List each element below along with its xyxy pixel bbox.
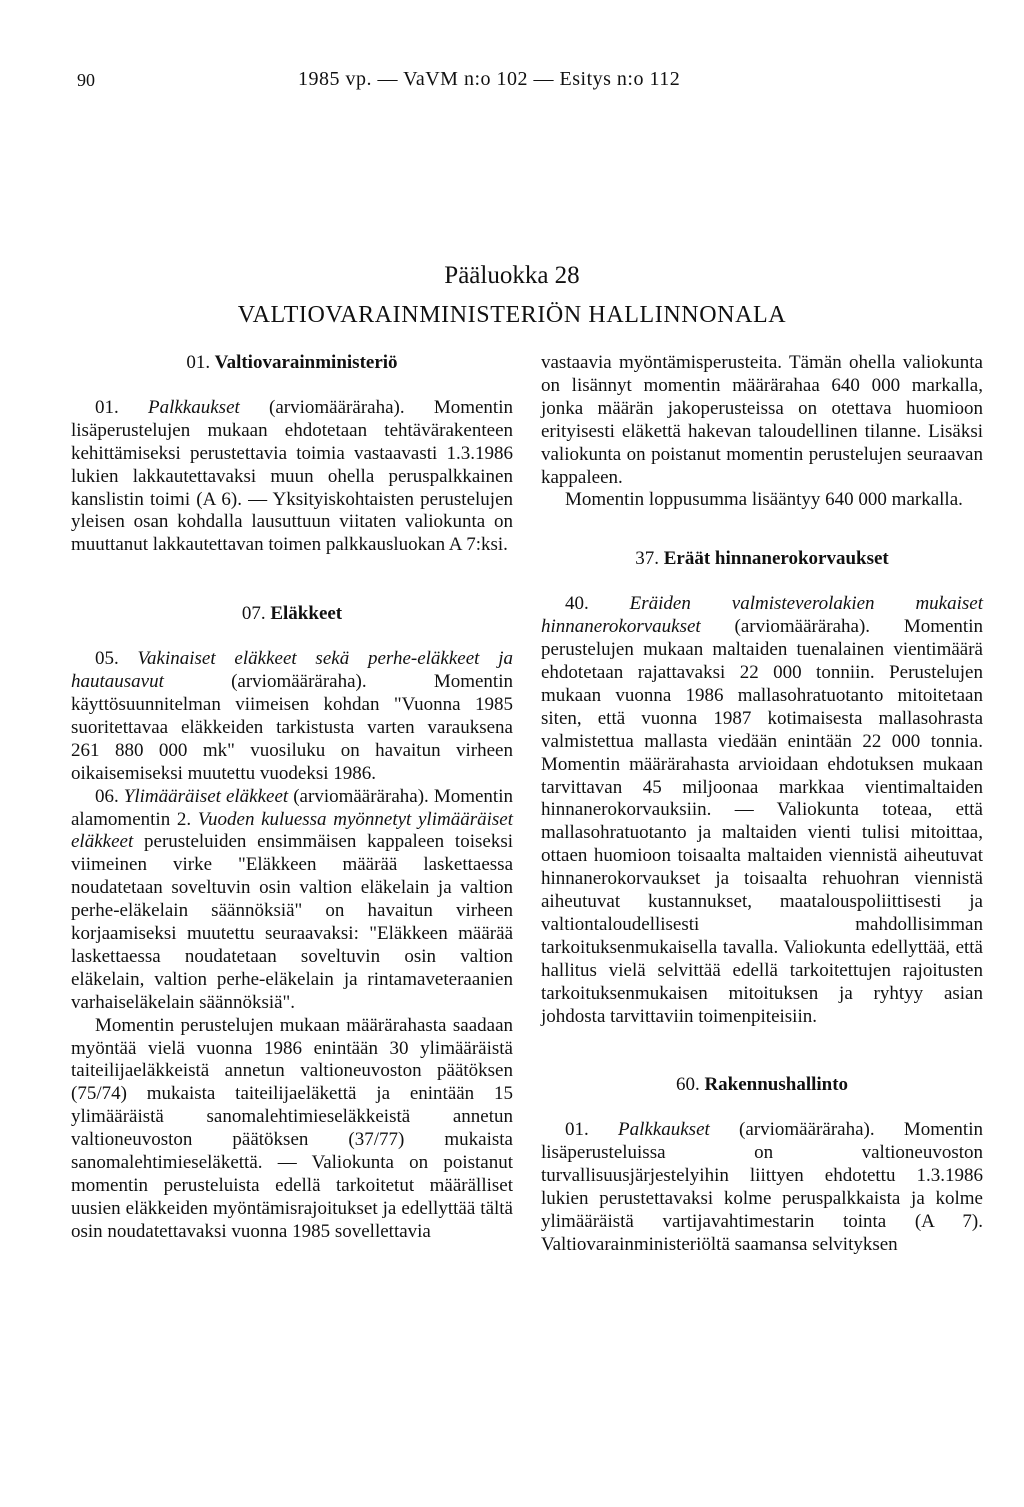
main-class-heading: Pääluokka 28: [444, 262, 580, 289]
section-heading-07: 07. Eläkkeet: [241, 603, 343, 625]
section-heading-01: 01. Valtiovarainministeriö: [186, 352, 398, 373]
paragraph-06-ylimaaraiset: 06. Ylimääräiset eläkkeet (arviomääräraha). Momentin alamomentin 2. Vuoden kuluessa myönnetyt ylimääräiset eläkkeet perusteluiden ensimmäisen kappaleen toiseksi viimeinen virke "Eläkkeen määrää laskettaessa noudatetaan soveltuvin osin valtion eläkelain ja valtion perhe-eläkelain säännöksiä" on havaitun virheen korjaamiseksi muutettu seuraavaksi: "Eläkkeen määrää laskettaessa noudatetaan soveltuvin osin valtion eläkelain, valtion perhe-eläkelain ja rintamaveteraanien varhaiseläkelain säännöksiä".: [71, 785, 513, 1013]
right-column: [541, 352, 983, 1257]
paragraph-40-hinnanerokorvaukset: 40. Eräiden valmisteverolakien mukaiset hinnanerokorvaukset (arviomääräraha). Momentin perustelujen mukaan maltaiden tuenalainen vientimäärä ehdotetaan rajattavaksi 22 000 tonniin. Perustelujen mukaan vuonna 1986 mallasohratuotanto mitoitetaan siten, että vuonna 1987 kotimaisesta mallasohrasta valmistettua mallasta viedään enintään 22 000 tonnia. Momentin määrärahasta arvioidaan ehdotuksen mukaan tarvittavan 45 miljoonaa markkaa vientimaltaiden hinnanerokorvauksiin. — Valiokunta toteaa, että mallasohratuotanto ja maltaiden vienti tulisi mitoittaa, ottaen huomioon toisaalta maltaiden viennistä aiheutuvat hinnanerokorvaukset ja toisaalta rehuohran viennistä aiheutuvat kustannukset, maatalouspoliittisesti ja valtiontaloudellisesti mahdollisimman tarkoituksenmukaisella tavalla. Valiokunta edellyttää, että hallitus vielä selvittää edellä tarkoitettujen rajoitusten tarkoituksenmukaisen mitoituksen ja ryhtyy asian johdosta tarvittaviin toimenpiteisiin.: [541, 593, 983, 1027]
section-heading-60: 60. Rakennushallinto: [675, 1074, 849, 1096]
left-column: [71, 352, 513, 1244]
section-heading-37: 37. Eräät hinnanerokorvaukset: [635, 548, 889, 570]
page-number: 90: [77, 70, 95, 90]
paragraph-05-vakinaiset: 05. Vakinaiset eläkkeet sekä perhe-eläkkeet ja hautausavut (arviomääräraha). Momentin käyttösuunnitelman viimeisen kohdan "Vuonna 1985 suoritettavaa eläkkeiden tarkistusta varten varauksena 261 880 000 mk" vuosiluku on havaitun virheen oikaisemiseksi muutettu vuodeksi 1986.: [71, 648, 514, 784]
paragraph-01-rakennushallinto: 01. Palkkaukset (arviomääräraha). Momentin lisäperusteluissa on valtioneuvoston turvallisuusjärjestelyihin liittyen ehdotettu 1.3.1986 lukien perustettavaksi kolme peruspalkkaista ja kolme ylimääräistä vartijavahtimestarin tointa (A 7). Valtiovarainministeriöltä saamansa selvityksen: [541, 1119, 983, 1255]
paragraph-momentin-perustelujen: Momentin perustelujen mukaan määrärahasta saadaan myöntää vielä vuonna 1986 enintään 30 ylimääräistä taiteilijaeläkkeistä annetun valtioneuvoston päätöksen (75/74) mukaista taiteilijaeläkettä ja enintään 15 ylimääräistä sanomalehtimieseläkkeistä annetun valtioneuvoston päätöksen (37/77) mukaista sanomalehtimieseläkettä. — Valiokunta on poistanut momentin perusteluista edellä tarkoitetut määrälliset uusien eläkkeiden myöntämisrajoitukset ja edellyttää tältä osin noudatettavaksi vuonna 1985 sovellettavia: [71, 1014, 513, 1242]
paragraph-continuation: vastaavia myöntämisperusteita. Tämän ohella valiokunta on lisännyt momentin määrärahaa 640 000 markalla, jonka määrän jakoperusteissa on otettava huomioon erityisesti eläkettä hakevan taloudellinen tilanne. Lisäksi valiokunta on poistanut momentin perustelujen seuraavan kappaleen.: [541, 352, 983, 488]
main-title: VALTIOVARAINMINISTERIÖN HALLINNONALA: [237, 302, 787, 328]
running-head: 1985 vp. — VaVM n:o 102 — Esitys n:o 112: [298, 68, 681, 90]
paragraph-01-palkkaukset: 01. Palkkaukset (arviomääräraha). Momentin lisäperustelujen mukaan ehdotetaan tehtävärakenteen kehittämiseksi perustettavia toimia vastaavasti 1.3.1986 lukien lakkautettavaksi muun ohella peruspalkkainen kanslistin toimi (A 6). — Yksityiskohtaisten perustelujen yleisen osan kohdalla lausuttuun viitaten valiokunta on muuttanut lakkautettavan toimen palkkausluokan A 7:ksi.: [71, 396, 513, 556]
paragraph-loppusumma: Momentin loppusumma lisääntyy 640 000 markalla.: [565, 489, 963, 511]
